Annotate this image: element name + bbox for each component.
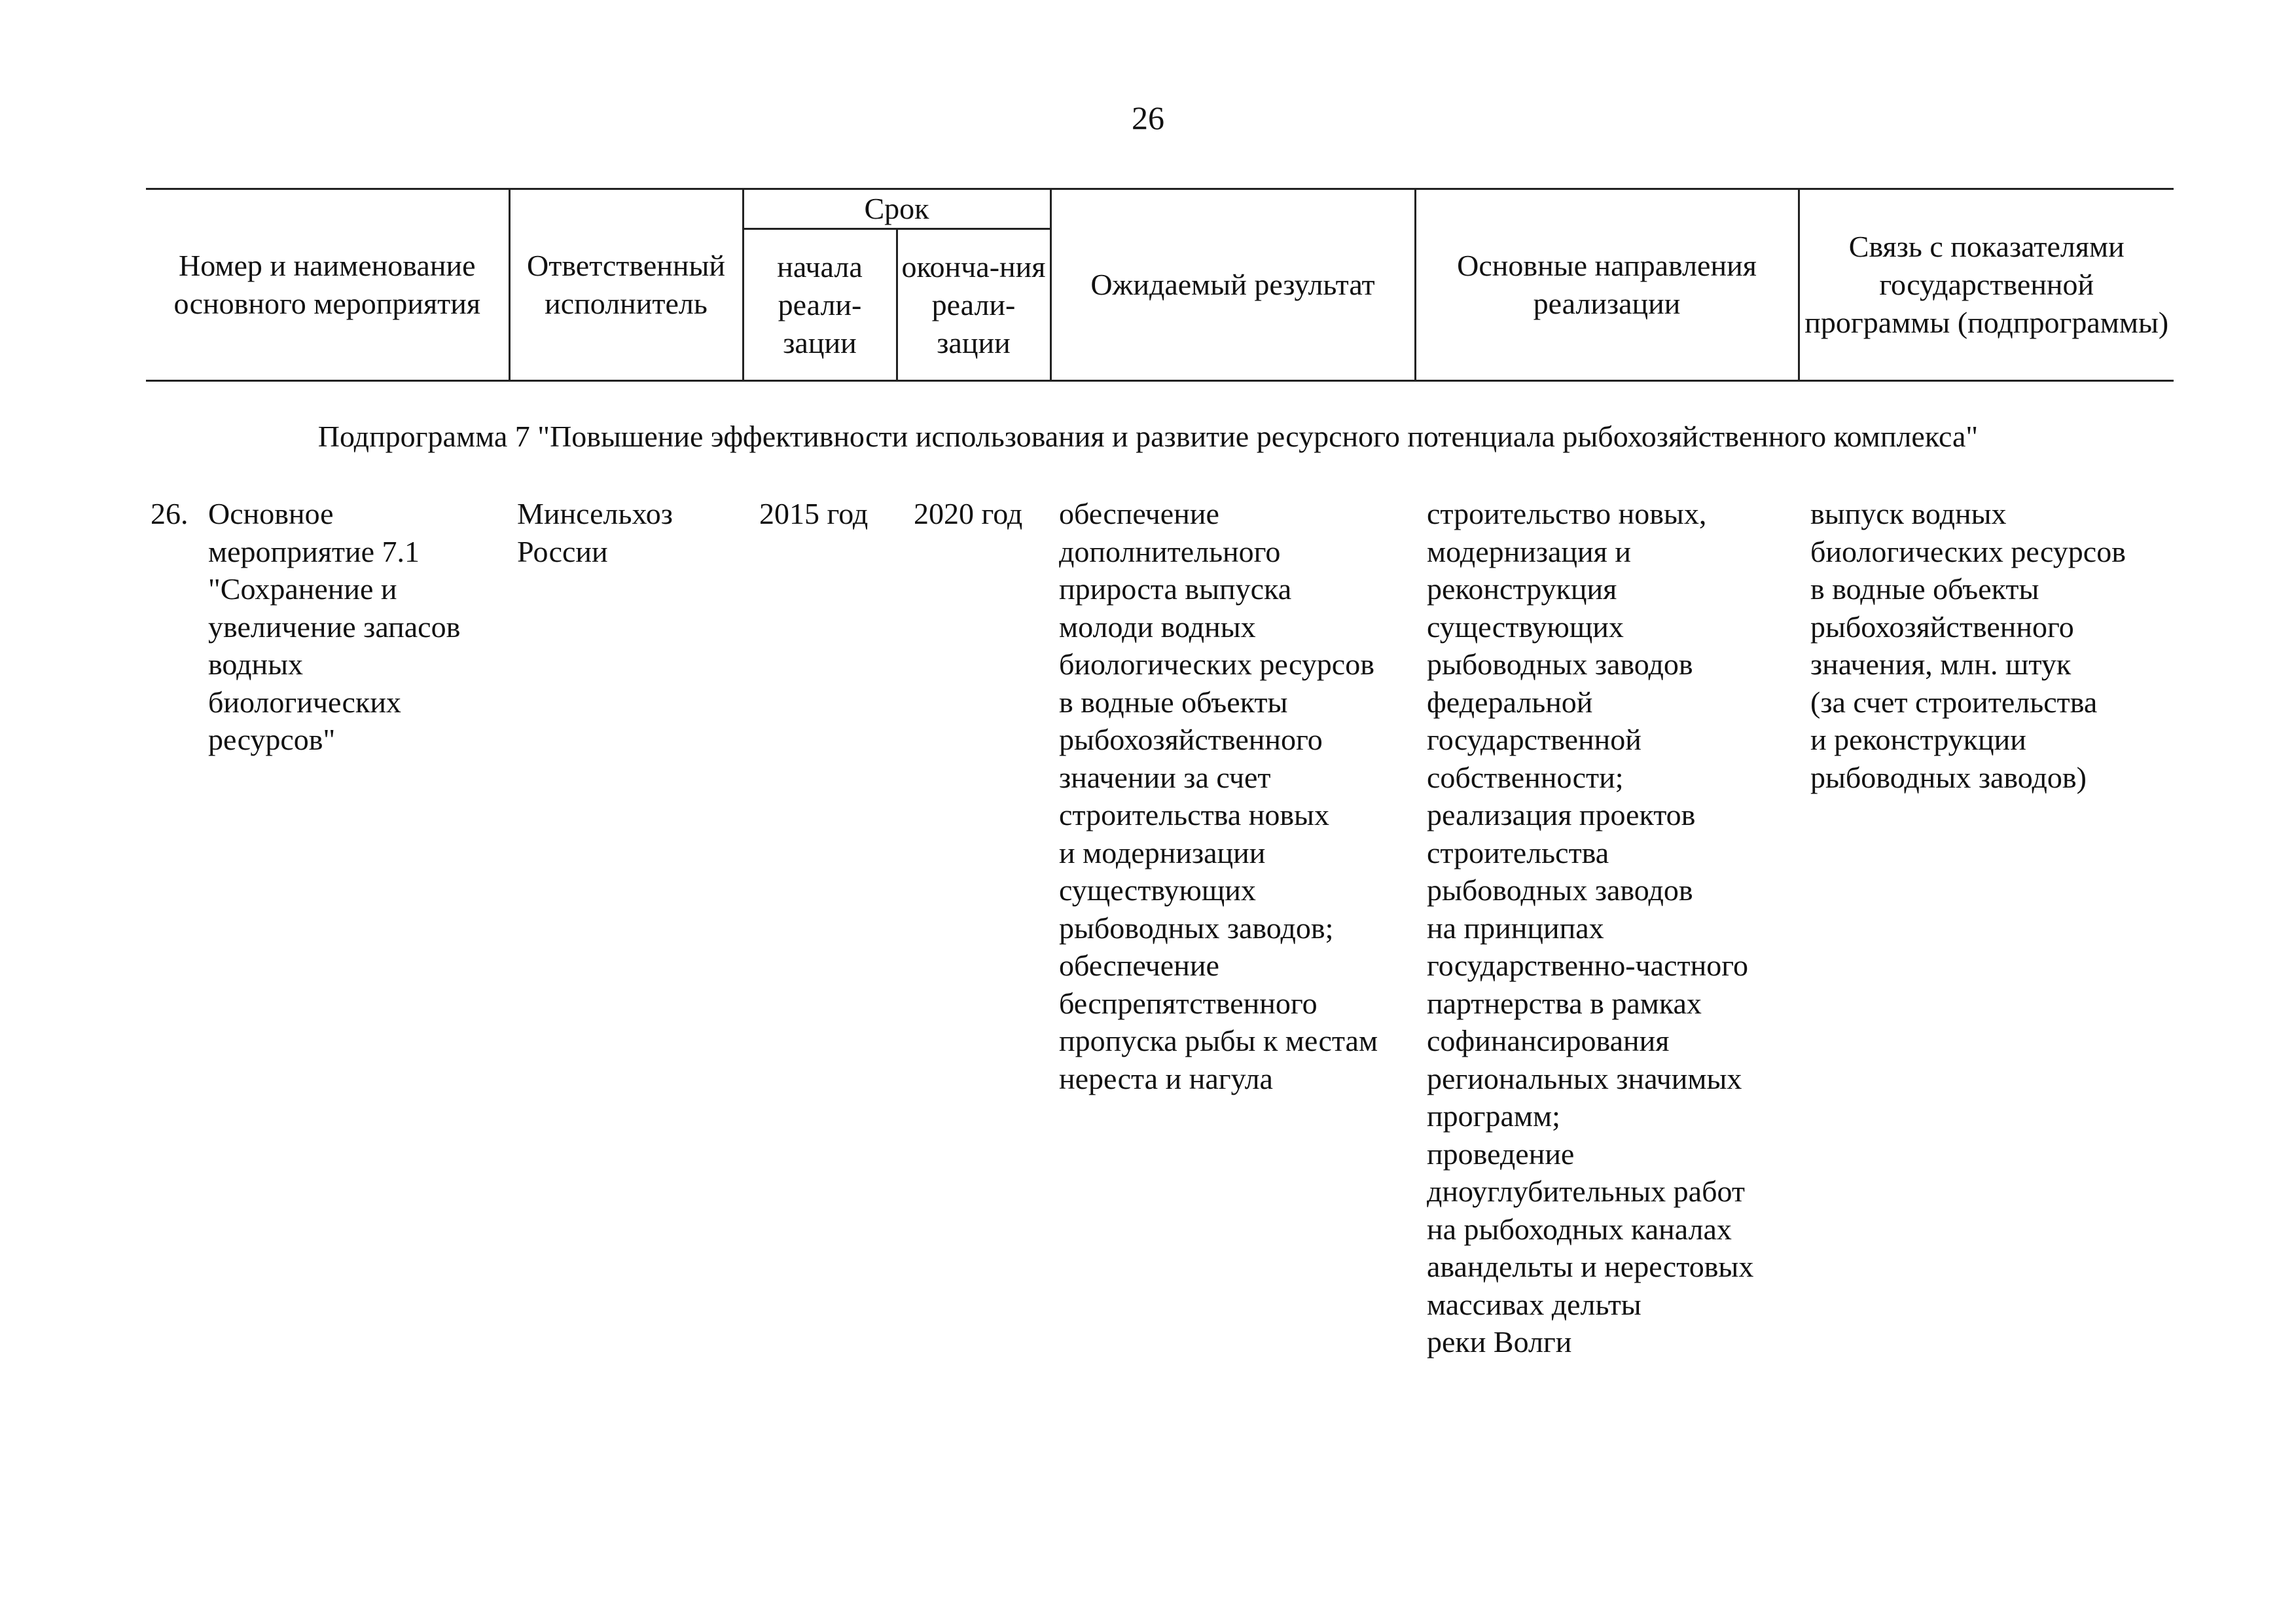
header-expected-result: Ожидаемый результат [1050,189,1415,381]
row-indicators: выпуск водных биологических ресурсов в водные объекты рыбохозяйственного значения, млн. штук (за счет строительства и реконструкции рыбоводных заводов) [1810,497,2126,794]
row-end-year: 2020 год [914,497,1023,530]
header-number-and-name: Номер и наименование основного мероприятия [146,189,509,381]
row-activity-name: Основное мероприятие 7.1 "Сохранение и увеличение запасов водных биологических ресурсов" [208,497,461,756]
row-directions: строительство новых, модернизация и реконструкция существующих рыбоводных заводов федеральной государственной собственности; реализация проектов строительства рыбоводных заводов на принципах государственно-частного партнерства в рамках софинансирования региональных значимых программ; проведение дноуглубительных работ на рыбоходных каналах авандельты и нерестовых массивах дельты реки Волги [1427,497,1754,1359]
page-number: 26 [1132,100,1164,136]
row-number: 26. [151,497,188,530]
row-executor: Минсельхоз России [517,497,673,568]
table-header [146,188,2174,382]
header-indicators: Связь с показателями государственной программы (подпрограммы) [1799,189,2174,381]
header-executor: Ответственный исполнитель [509,189,743,381]
header-srok: Срок [743,189,1050,229]
row-start-year: 2015 год [759,497,869,530]
header-end: оконча-ния реали-зации [897,229,1050,381]
header-start: начала реали-зации [743,229,897,381]
subprogram-title: Подпрограмма 7 "Повышение эффективности использования и развитие ресурсного потенциала рыбохозяйственного комплекса" [317,420,1979,453]
header-directions: Основные направления реализации [1415,189,1799,381]
row-expected-result: обеспечение дополнительного прироста выпуска молоди водных биологических ресурсов в водные объекты рыбохозяйственного значении за счет строительства новых и модернизации существующих рыбоводных заводов; обеспечение беспрепятственного пропуска рыбы к местам нереста и нагула [1059,497,1378,1095]
